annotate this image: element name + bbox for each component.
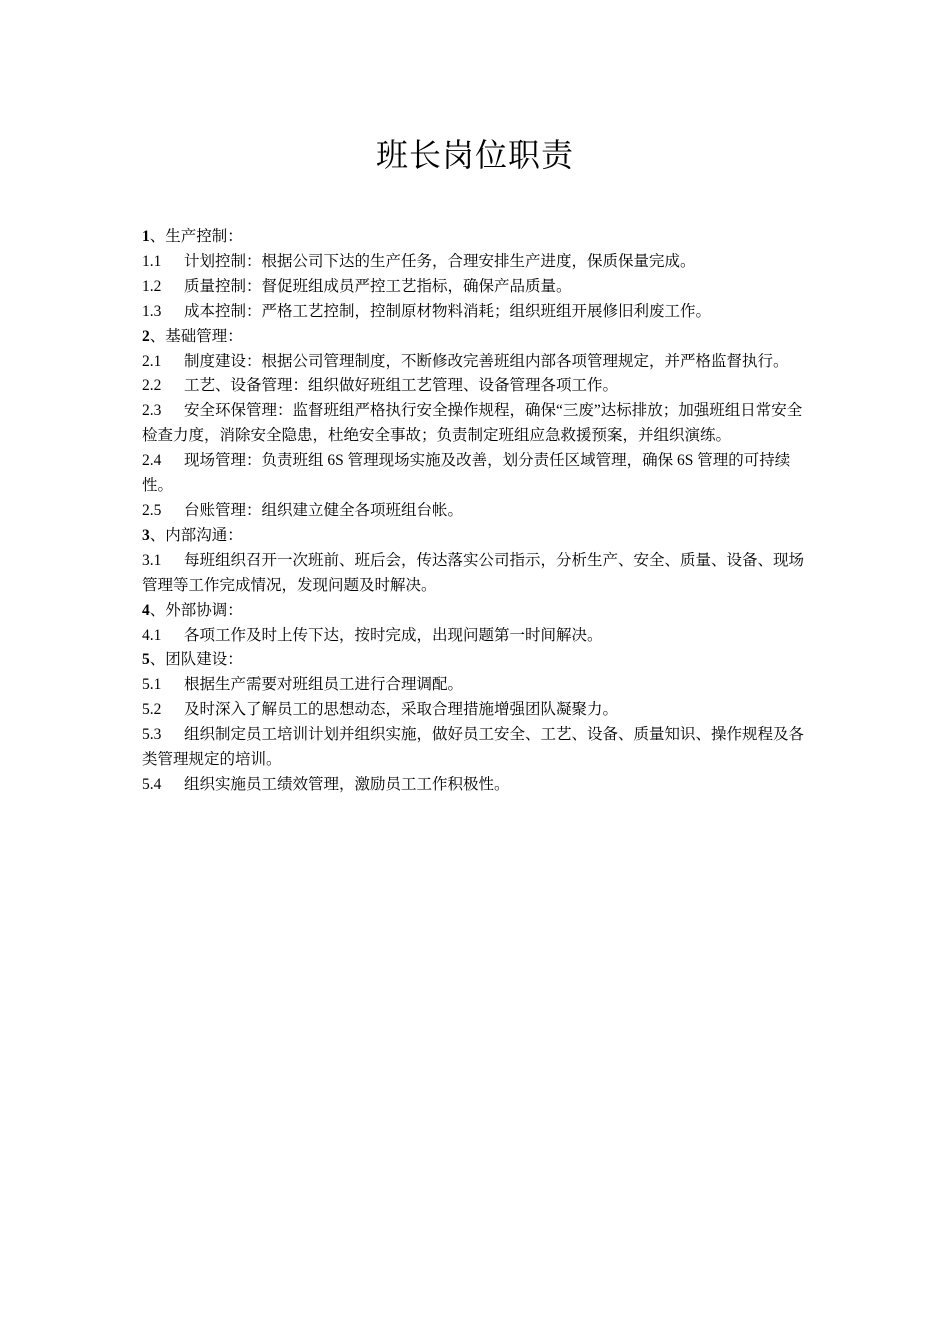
item-text: 成本控制：严格工艺控制，控制原材物料消耗；组织班组开展修旧利废工作。 [184, 302, 712, 320]
item-number: 5.2 [142, 701, 162, 719]
section-heading [142, 524, 808, 549]
item-number: 2.5 [142, 501, 162, 519]
list-item [142, 698, 808, 723]
item-text: 工艺、设备管理：组织做好班组工艺管理、设备管理各项工作。 [184, 377, 619, 395]
item-number: 2.1 [142, 352, 162, 370]
list-item [142, 275, 808, 300]
item-text: 组织制定员工培训计划并组织实施，做好员工安全、工艺、设备、质量知识、操作规程及各类管理规定的培训。 [142, 726, 805, 769]
list-item [142, 773, 808, 798]
list-item [142, 624, 808, 649]
section-title: 、生产控制： [149, 228, 243, 245]
item-text: 组织实施员工绩效管理，激励员工工作积极性。 [184, 775, 510, 793]
item-text: 安全环保管理：监督班组严格执行安全操作规程，确保“三废”达标排放；加强班组日常安全检查力度，消除安全隐患，杜绝安全事故；负责制定班组应急救援预案，并组织演练。 [142, 402, 803, 445]
list-item [142, 673, 808, 698]
item-number: 5.1 [142, 676, 162, 694]
list-item [142, 374, 808, 399]
item-text: 制度建设：根据公司管理制度，不断修改完善班组内部各项管理规定，并严格监督执行。 [184, 352, 789, 370]
item-number: 2.3 [142, 402, 162, 420]
section-number: 4 [142, 601, 150, 619]
list-item [142, 300, 808, 325]
item-text: 每班组织召开一次班前、班后会，传达落实公司指示，分析生产、安全、质量、设备、现场管理等工作完成情况，发现问题及时解决。 [142, 551, 805, 594]
item-text: 现场管理：负责班组 6S 管理现场实施及改善，划分责任区域管理，确保 6S 管理的可持续性。 [142, 452, 791, 495]
list-item [142, 449, 808, 499]
section-title: 、外部协调： [149, 601, 243, 619]
section-heading [142, 648, 808, 673]
item-text: 根据生产需要对班组员工进行合理调配。 [184, 676, 464, 694]
section-number: 5 [142, 651, 150, 669]
item-text: 各项工作及时上传下达，按时完成，出现问题第一时间解决。 [184, 626, 603, 644]
section-title: 、内部沟通： [149, 526, 243, 544]
list-item [142, 250, 808, 275]
section-title: 、基础管理： [149, 327, 243, 345]
list-item [142, 399, 808, 449]
item-number: 1.3 [142, 302, 162, 320]
item-text: 及时深入了解员工的思想动态，采取合理措施增强团队凝聚力。 [184, 701, 619, 719]
section-heading [142, 599, 808, 624]
page-title: 班长岗位职责 [375, 137, 574, 173]
list-item [142, 723, 808, 773]
item-number: 3.1 [142, 551, 162, 569]
list-item [142, 549, 808, 599]
item-text: 台账管理：组织建立健全各项班组台帐。 [184, 501, 464, 519]
item-number: 1.2 [142, 277, 162, 295]
section-title: 、团队建设： [149, 651, 243, 669]
document-body [142, 225, 808, 798]
list-item [142, 499, 808, 524]
section-heading [142, 225, 808, 250]
section-number: 2 [142, 327, 150, 345]
section-number: 3 [142, 526, 150, 544]
list-item [142, 350, 808, 375]
item-number: 2.4 [142, 452, 162, 470]
item-number: 5.3 [142, 726, 162, 744]
item-number: 4.1 [142, 626, 162, 644]
section-heading [142, 325, 808, 350]
item-number: 1.1 [142, 252, 162, 270]
item-number: 2.2 [142, 377, 162, 395]
section-number: 1 [142, 228, 150, 245]
item-text: 计划控制：根据公司下达的生产任务，合理安排生产进度，保质保量完成。 [184, 252, 696, 270]
item-number: 5.4 [142, 775, 162, 793]
item-text: 质量控制：督促班组成员严控工艺指标，确保产品质量。 [184, 277, 572, 295]
